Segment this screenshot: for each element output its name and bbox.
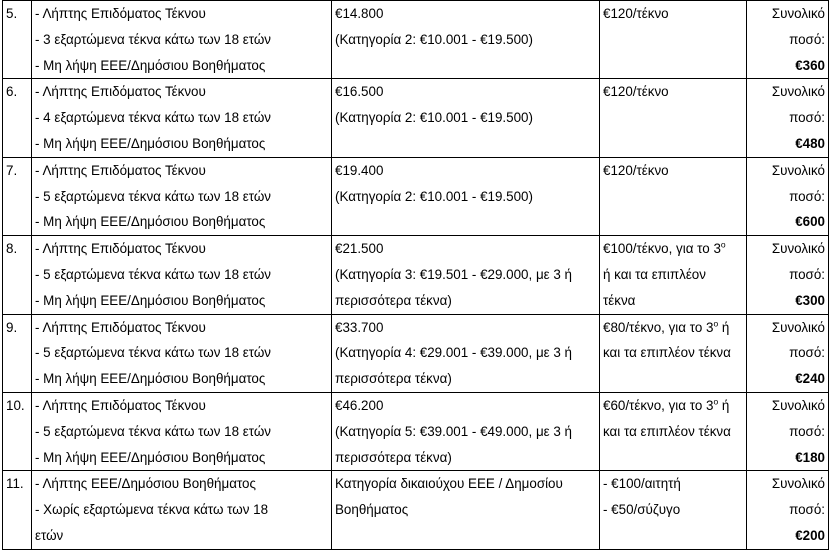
total-label: ποσό:	[789, 110, 825, 126]
condition-line: - Μη λήψη ΕΕΕ/Δημόσιου Βοηθήματος	[35, 449, 266, 465]
total-cell	[747, 392, 829, 470]
income-line: περισσότερα τέκνα)	[335, 449, 452, 465]
total-amount: €240	[795, 371, 825, 387]
benefit-table	[2, 0, 829, 550]
rate-line	[603, 236, 743, 262]
row-number: 9.	[3, 314, 32, 392]
total-amount: €200	[795, 527, 825, 543]
condition-line: - 5 εξαρτώμενα τέκνα κάτω των 18 ετών	[35, 345, 271, 361]
condition-line: - Λήπτης Επιδόματος Τέκνου	[35, 84, 206, 100]
total-amount: €300	[795, 292, 825, 308]
rate-line: ή και τα επιπλέον	[603, 266, 706, 282]
rate-line: - €100/αιτητή	[603, 476, 681, 492]
rate-line: €120/τέκνο	[603, 162, 669, 178]
condition-line: - Λήπτης ΕΕΕ/Δημόσιου Βοηθήματος	[35, 476, 256, 492]
total-label: Συνολικό	[771, 162, 825, 178]
income-line: €21.500	[335, 241, 384, 257]
rate-cell	[600, 471, 747, 549]
table-row	[3, 79, 829, 157]
total-amount: €600	[795, 214, 825, 230]
income-cell	[332, 79, 600, 157]
income-line: (Κατηγορία 5: €39.001 - €49.000, με 3 ή	[335, 423, 572, 439]
income-line: €14.800	[335, 6, 384, 21]
condition-line: - Λήπτης Επιδόματος Τέκνου	[35, 162, 206, 178]
total-label: ποσό:	[789, 188, 825, 204]
row-number: 5.	[3, 1, 32, 79]
rate-line: και τα επιπλέον τέκνα	[603, 345, 731, 361]
total-label: Συνολικό	[771, 241, 825, 257]
ordinal-superscript: ο	[713, 396, 719, 407]
income-line: (Κατηγορία 2: €10.001 - €19.500)	[335, 31, 533, 47]
condition-line: - Λήπτης Επιδόματος Τέκνου	[35, 6, 206, 21]
income-cell	[332, 471, 600, 549]
rate-text: €60/τέκνο, για το 3	[603, 397, 714, 413]
conditions-cell	[32, 471, 332, 549]
income-line: (Κατηγορία 2: €10.001 - €19.500)	[335, 188, 533, 204]
income-cell	[332, 236, 600, 314]
income-line: Κατηγορία δικαιούχου ΕΕΕ / Δημοσίου	[335, 476, 563, 492]
condition-line: - 3 εξαρτώμενα τέκνα κάτω των 18 ετών	[35, 31, 271, 47]
total-cell	[747, 471, 829, 549]
rate-text: ή	[718, 397, 730, 413]
row-number: 10.	[3, 392, 32, 470]
rate-line	[603, 393, 743, 419]
income-line: €19.400	[335, 162, 384, 178]
total-label: Συνολικό	[771, 397, 825, 413]
rate-line: €120/τέκνο	[603, 84, 669, 100]
income-line: περισσότερα τέκνα)	[335, 292, 452, 308]
condition-line: - 5 εξαρτώμενα τέκνα κάτω των 18 ετών	[35, 266, 271, 282]
table-row	[3, 157, 829, 235]
condition-line: - Λήπτης Επιδόματος Τέκνου	[35, 241, 206, 257]
rate-cell	[600, 314, 747, 392]
condition-line: - Χωρίς εξαρτώμενα τέκνα κάτω των 18	[35, 502, 269, 518]
income-line: Βοηθήματος	[335, 502, 409, 518]
rate-cell	[600, 1, 747, 79]
table-row	[3, 236, 829, 314]
rate-line: και τα επιπλέον τέκνα	[603, 423, 731, 439]
total-label: ποσό:	[789, 423, 825, 439]
income-line: (Κατηγορία 3: €19.501 - €29.000, με 3 ή	[335, 266, 572, 282]
conditions-cell	[32, 236, 332, 314]
row-number: 6.	[3, 79, 32, 157]
condition-line: - 5 εξαρτώμενα τέκνα κάτω των 18 ετών	[35, 188, 271, 204]
total-amount: €480	[795, 135, 825, 151]
income-line: €16.500	[335, 84, 384, 100]
conditions-cell	[32, 79, 332, 157]
rate-cell	[600, 236, 747, 314]
total-label: Συνολικό	[771, 476, 825, 492]
income-cell	[332, 1, 600, 79]
rate-text: €80/τέκνο, για το 3	[603, 319, 714, 335]
rate-line: - €50/σύζυγο	[603, 502, 681, 518]
ordinal-superscript: ο	[720, 239, 726, 250]
rate-line: τέκνα	[603, 292, 636, 308]
total-amount: €180	[795, 449, 825, 465]
conditions-cell	[32, 392, 332, 470]
total-cell	[747, 1, 829, 79]
condition-line: - Λήπτης Επιδόματος Τέκνου	[35, 319, 206, 335]
rate-line	[603, 315, 743, 341]
benefit-table-body	[3, 1, 829, 550]
rate-text: €100/τέκνο, για το 3	[603, 241, 721, 257]
income-cell	[332, 314, 600, 392]
rate-cell	[600, 157, 747, 235]
table-row	[3, 392, 829, 470]
income-line: €33.700	[335, 319, 384, 335]
condition-line: - Μη λήψη ΕΕΕ/Δημόσιου Βοηθήματος	[35, 214, 266, 230]
total-cell	[747, 157, 829, 235]
income-line: (Κατηγορία 2: €10.001 - €19.500)	[335, 110, 533, 126]
rate-text: ή	[718, 319, 730, 335]
table-row	[3, 314, 829, 392]
ordinal-superscript: ο	[713, 318, 719, 329]
conditions-cell	[32, 314, 332, 392]
condition-line: - Λήπτης Επιδόματος Τέκνου	[35, 397, 206, 413]
total-cell	[747, 79, 829, 157]
income-line: περισσότερα τέκνα)	[335, 371, 452, 387]
row-number: 8.	[3, 236, 32, 314]
condition-line: - 4 εξαρτώμενα τέκνα κάτω των 18 ετών	[35, 110, 271, 126]
rate-cell	[600, 79, 747, 157]
income-cell	[332, 157, 600, 235]
table-row	[3, 471, 829, 549]
conditions-cell	[32, 1, 332, 79]
income-line: €46.200	[335, 397, 384, 413]
condition-line: - Μη λήψη ΕΕΕ/Δημόσιου Βοηθήματος	[35, 57, 266, 73]
total-label: ποσό:	[789, 345, 825, 361]
total-cell	[747, 314, 829, 392]
total-cell	[747, 236, 829, 314]
row-number: 7.	[3, 157, 32, 235]
condition-line: - 5 εξαρτώμενα τέκνα κάτω των 18 ετών	[35, 423, 271, 439]
total-label: Συνολικό	[771, 319, 825, 335]
rate-cell	[600, 392, 747, 470]
condition-line: - Μη λήψη ΕΕΕ/Δημόσιου Βοηθήματος	[35, 371, 266, 387]
rate-line: €120/τέκνο	[603, 6, 669, 21]
income-line: (Κατηγορία 4: €29.001 - €39.000, με 3 ή	[335, 345, 572, 361]
conditions-cell	[32, 157, 332, 235]
total-label: Συνολικό	[771, 84, 825, 100]
total-label: ποσό:	[789, 502, 825, 518]
total-amount: €360	[795, 57, 825, 73]
income-cell	[332, 392, 600, 470]
total-label: Συνολικό	[771, 6, 825, 21]
table-row	[3, 1, 829, 79]
total-label: ποσό:	[789, 266, 825, 282]
row-number: 11.	[3, 471, 32, 549]
total-label: ποσό:	[789, 31, 825, 47]
condition-line: - Μη λήψη ΕΕΕ/Δημόσιου Βοηθήματος	[35, 135, 266, 151]
condition-line: ετών	[35, 527, 64, 543]
condition-line: - Μη λήψη ΕΕΕ/Δημόσιου Βοηθήματος	[35, 292, 266, 308]
